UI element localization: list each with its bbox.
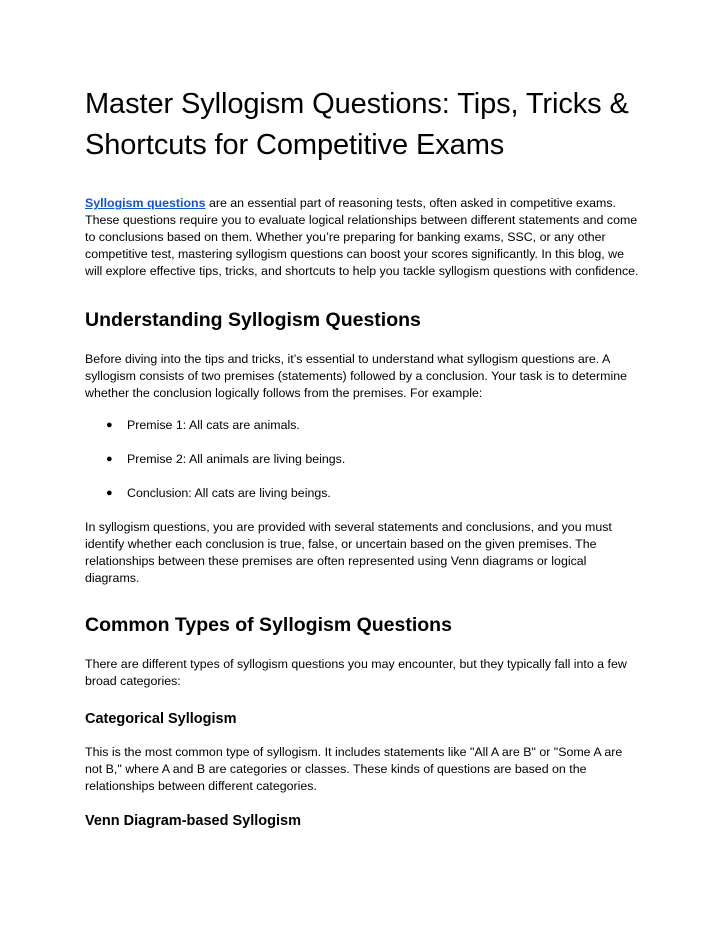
types-paragraph: There are different types of syllogism questions you may encounter, but they typically fall into a few broad categories: [85,657,627,688]
premise-list [85,417,640,502]
categorical-paragraph: This is the most common type of syllogism. It includes statements like "All A are B" or "Some A are not B," where A and B are categories or classes. These kinds of questions are based on the relationships between different categories. [85,745,623,793]
categorical-heading: Categorical Syllogism [85,711,237,727]
understanding-heading: Understanding Syllogism Questions [85,309,421,331]
bullet-icon: ● [106,419,113,431]
syllogism-questions-link[interactable]: Syllogism questions [85,196,206,210]
list-item: ● Premise 2: All animals are living beings. [106,452,346,466]
list-item: ● Conclusion: All cats are living beings. [106,486,331,500]
venn-heading: Venn Diagram-based Syllogism [85,813,301,829]
page-title: Master Syllogism Questions: Tips, Tricks & Shortcuts for Competitive Exams [85,88,629,161]
list-item: ● Premise 1: All cats are animals. [106,418,300,432]
intro-paragraph [85,195,640,280]
intro-text: are an essential part of reasoning tests, often asked in competitive exams. These questions require you to evaluate logical relationships between different statements and come to conclusions based on them. Whether you’re preparing for banking exams, SSC, or any other competitive test, mastering syllogism questions can boost your scores significantly. In this blog, we will explore effective tips, tricks, and shortcuts to help you tackle syllogism questions with confidence. [85,196,639,278]
bullet-icon: ● [106,487,113,499]
bullet-icon: ● [106,453,113,465]
understanding-paragraph: Before diving into the tips and tricks, it’s essential to understand what syllogism questions are. A syllogism consists of two premises (statements) followed by a conclusion. Your task is to determine whether the conclusion logically follows from the premises. For example: [85,352,627,400]
types-heading: Common Types of Syllogism Questions [85,614,452,636]
understanding-paragraph-2: In syllogism questions, you are provided with several statements and conclusions, and you must identify whether each conclusion is true, false, or uncertain based on the given premises. The relationships between these premises are often represented using Venn diagrams or logical diagrams. [85,520,612,585]
